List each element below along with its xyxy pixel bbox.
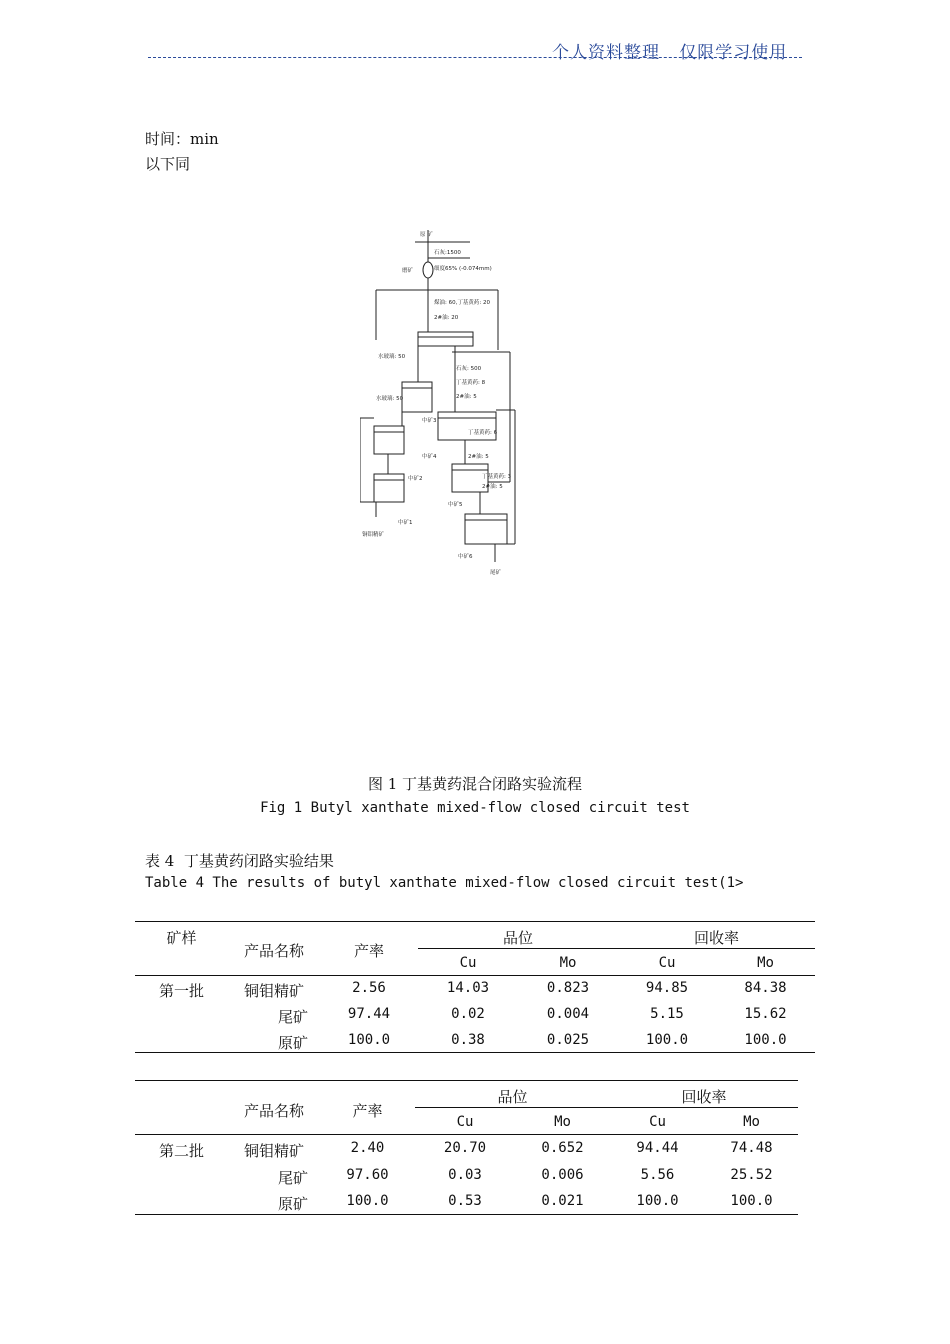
row-cu-recovery: 5.56 bbox=[640, 1167, 675, 1183]
label-oil3: 2#油: 5 bbox=[468, 454, 489, 460]
header-grade: 品位 bbox=[497, 1088, 528, 1106]
label-mid3: 中矿3 bbox=[422, 418, 437, 424]
header-yield: 产率 bbox=[353, 942, 384, 960]
row-yield: 100.0 bbox=[346, 1193, 389, 1209]
label-oil4: 2#油: 5 bbox=[482, 484, 503, 490]
label-xan3: 丁基黄药: 6 bbox=[468, 430, 498, 436]
row-cu-grade: 14.03 bbox=[446, 980, 490, 996]
row-name: 铜钼精矿 bbox=[243, 1142, 304, 1160]
label-conc: 铜钼精矿 bbox=[362, 532, 385, 538]
row-cu-recovery: 100.0 bbox=[645, 1032, 689, 1048]
row-mo-recovery: 100.0 bbox=[744, 1032, 787, 1048]
row-mo-grade: 0.004 bbox=[546, 1006, 590, 1022]
batch-label: 第一批 bbox=[158, 982, 204, 1000]
label-xan4: 丁基黄药: 3 bbox=[482, 474, 512, 480]
row-name: 尾矿 bbox=[277, 1008, 308, 1026]
row-yield: 2.40 bbox=[350, 1140, 385, 1156]
label-lime: 石灰:1500 bbox=[434, 250, 461, 256]
row-cu-recovery: 100.0 bbox=[636, 1193, 679, 1209]
row-yield: 2.56 bbox=[352, 980, 386, 996]
label-grind: 磨矿 bbox=[402, 268, 414, 274]
label-ws2: 水玻璃: 50 bbox=[376, 396, 404, 402]
header-cu-grade: Cu bbox=[456, 1114, 474, 1130]
row-mo-recovery: 100.0 bbox=[730, 1193, 773, 1209]
note-time-unit: 时间：min bbox=[145, 130, 219, 148]
label-ws1: 水玻璃: 50 bbox=[378, 354, 406, 360]
label-reagent2: 2#油: 20 bbox=[434, 315, 459, 321]
header-yield: 产率 bbox=[352, 1102, 383, 1120]
row-name: 铜钼精矿 bbox=[243, 982, 304, 1000]
note-same-below: 以下同 bbox=[145, 155, 191, 173]
table-caption-cn: 表 4 丁基黄药闭路实验结果 bbox=[145, 852, 334, 870]
row-cu-recovery: 94.85 bbox=[645, 980, 689, 996]
header-note: 个人资料整理 仅限学习使用 bbox=[552, 43, 788, 63]
label-grind-spec: 细度65% (-0.074mm) bbox=[434, 266, 492, 272]
row-mo-grade: 0.006 bbox=[541, 1167, 584, 1183]
row-mo-recovery: 25.52 bbox=[730, 1167, 773, 1183]
header-grade: 品位 bbox=[502, 929, 533, 947]
figure-caption-cn: 图 1 丁基黄药混合闭路实验流程 bbox=[367, 775, 583, 793]
row-mo-recovery: 84.38 bbox=[744, 980, 787, 996]
row-mo-grade: 0.652 bbox=[541, 1140, 584, 1156]
header-product: 产品名称 bbox=[243, 1102, 304, 1120]
row-name: 尾矿 bbox=[277, 1169, 308, 1187]
table-caption-en: Table 4 The results of butyl xanthate mixed-flow closed circuit test(1> bbox=[145, 875, 744, 891]
row-mo-grade: 0.823 bbox=[546, 980, 590, 996]
row-cu-grade: 0.53 bbox=[448, 1193, 482, 1209]
header-recovery: 回收率 bbox=[693, 929, 739, 947]
label-mid1: 中矿1 bbox=[398, 520, 413, 526]
label-mid6: 中矿6 bbox=[458, 554, 473, 560]
header-product: 产品名称 bbox=[243, 942, 304, 960]
label-mid4: 中矿4 bbox=[422, 454, 437, 460]
label-feed: 原 矿 bbox=[420, 232, 433, 238]
header-mo-recovery: Mo bbox=[743, 1114, 760, 1130]
row-cu-grade: 0.02 bbox=[451, 1006, 485, 1022]
row-yield: 97.44 bbox=[347, 1006, 391, 1022]
label-reagent1: 煤油: 60,丁基黄药: 20 bbox=[434, 300, 490, 306]
label-mid2: 中矿2 bbox=[408, 476, 423, 482]
row-cu-grade: 0.38 bbox=[451, 1032, 485, 1048]
label-tail: 尾矿 bbox=[490, 570, 502, 576]
header-cu-recovery: Cu bbox=[658, 955, 676, 971]
row-mo-grade: 0.021 bbox=[541, 1193, 584, 1209]
label-mid5: 中矿5 bbox=[448, 502, 463, 508]
figure-caption-en: Fig 1 Butyl xanthate mixed-flow closed circuit test bbox=[260, 800, 690, 816]
header-cu-grade: Cu bbox=[459, 955, 477, 971]
row-cu-grade: 0.03 bbox=[448, 1167, 482, 1183]
row-yield: 97.60 bbox=[346, 1167, 389, 1183]
row-mo-grade: 0.025 bbox=[546, 1032, 590, 1048]
header-cu-recovery: Cu bbox=[649, 1114, 666, 1130]
row-cu-grade: 20.70 bbox=[443, 1140, 487, 1156]
header-mo-grade: Mo bbox=[554, 1114, 571, 1130]
row-yield: 100.0 bbox=[347, 1032, 391, 1048]
header-sample: 矿样 bbox=[166, 929, 197, 947]
header-mo-grade: Mo bbox=[559, 955, 577, 971]
label-xan2: 丁基黄药: 8 bbox=[456, 380, 486, 386]
row-cu-recovery: 94.44 bbox=[636, 1140, 679, 1156]
header-recovery: 回收率 bbox=[681, 1088, 727, 1106]
row-mo-recovery: 74.48 bbox=[730, 1140, 773, 1156]
label-lime2: 石灰: 500 bbox=[456, 366, 482, 372]
label-oil2: 2#油: 5 bbox=[456, 394, 477, 400]
row-cu-recovery: 5.15 bbox=[650, 1006, 684, 1022]
batch-label: 第二批 bbox=[158, 1142, 204, 1160]
row-mo-recovery: 15.62 bbox=[744, 1006, 787, 1022]
row-name: 原矿 bbox=[277, 1195, 308, 1213]
row-name: 原矿 bbox=[277, 1034, 308, 1052]
header-mo-recovery: Mo bbox=[757, 955, 774, 971]
